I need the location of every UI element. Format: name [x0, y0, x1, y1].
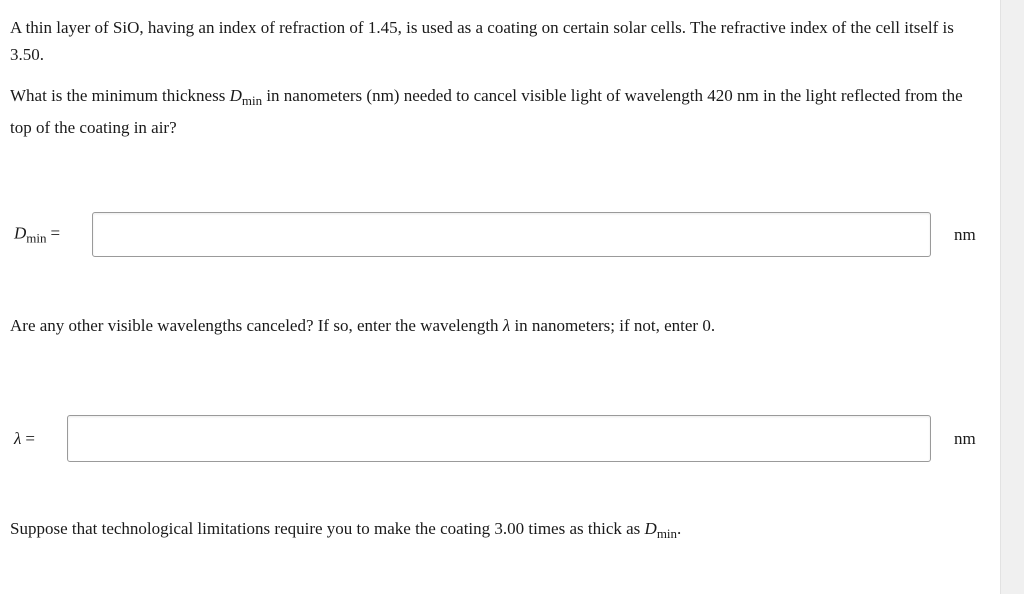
part3-prompt	[10, 515, 980, 547]
part1-prompt	[10, 82, 980, 141]
part3-prompt-text-after: .	[677, 519, 682, 538]
lambda-label: λ =	[14, 428, 35, 448]
part2-prompt	[10, 312, 980, 339]
lambda-symbol: λ	[502, 316, 511, 335]
lambda-input[interactable]	[67, 415, 931, 462]
lambda-unit: nm	[954, 428, 976, 448]
dmin-unit: nm	[954, 224, 976, 244]
part2-prompt-text-before: Are any other visible wavelengths canceled? If so, enter the wavelength	[10, 316, 503, 335]
dmin-input[interactable]	[92, 212, 931, 257]
page-scroll-edge	[1000, 0, 1024, 594]
dmin-label: $D_{min}$ =	[14, 223, 61, 245]
dmin-symbol-2: $D_{min}$	[644, 519, 678, 541]
lambda-answer-row	[0, 415, 1000, 462]
problem-intro: A thin layer of SiO, having an index of refraction of 1.45, is used as a coating on certain solar cells. The refractive index of the cell itself is 3.50.	[10, 18, 954, 64]
part3-prompt-text-before: Suppose that technological limitations require you to make the coating 3.00 times as thick as	[10, 519, 645, 538]
dmin-answer-row	[0, 212, 1000, 257]
part1-prompt-text-after: in nanometers (nm) needed to cancel visible light of wavelength 420 nm in the light reflected from the top of the coating in air?	[10, 86, 963, 137]
part2-prompt-text-after: in nanometers; if not, enter 0.	[510, 316, 716, 335]
dmin-symbol: $D_{min}$	[229, 86, 263, 108]
part1-prompt-text-before: What is the minimum thickness	[10, 86, 230, 105]
